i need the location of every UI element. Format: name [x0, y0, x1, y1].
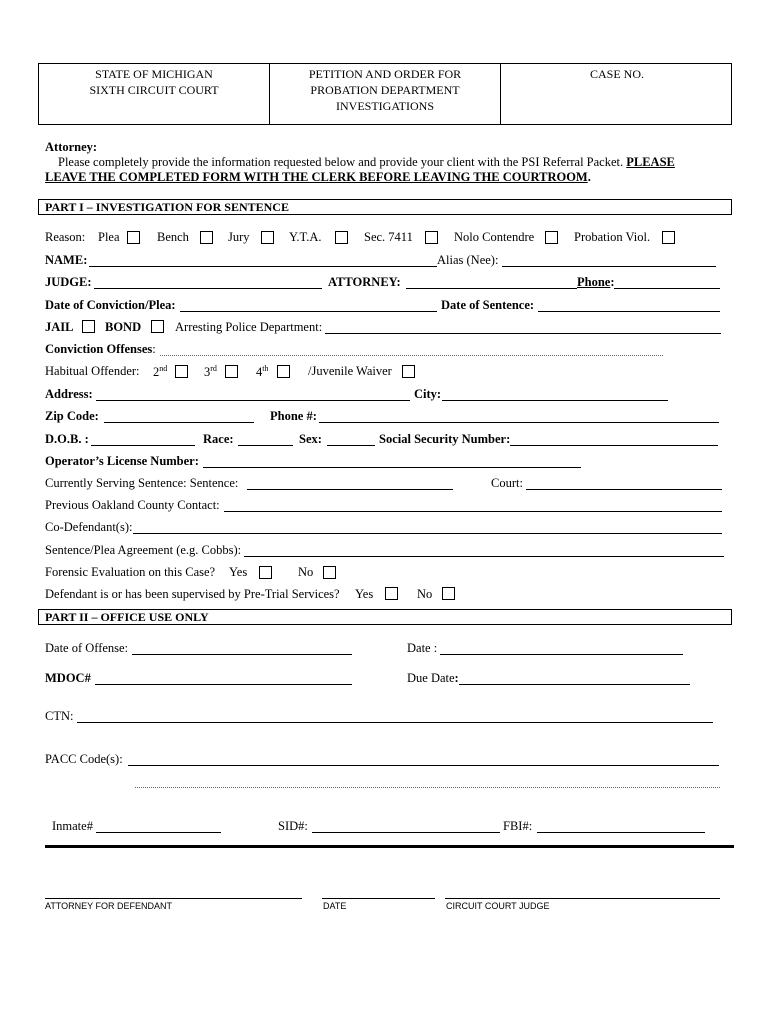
- inmate-label: Inmate#: [52, 819, 93, 833]
- zip-label: Zip Code:: [45, 409, 99, 423]
- part2-title: PART II – OFFICE USE ONLY: [38, 609, 732, 625]
- reason-sec7411-checkbox[interactable]: [425, 231, 438, 244]
- race-label: Race:: [203, 432, 234, 446]
- co-defendants-label: Co-Defendant(s):: [45, 520, 133, 534]
- forensic-no-checkbox[interactable]: [323, 566, 336, 579]
- forensic-yes-label: Yes: [229, 565, 248, 579]
- currently-serving-field[interactable]: [247, 489, 453, 490]
- juvenile-waiver-label: /Juvenile Waiver: [308, 364, 392, 378]
- case-no-label: CASE NO.: [589, 67, 644, 81]
- previous-contact-label: Previous Oakland County Contact:: [45, 498, 220, 512]
- forensic-label: Forensic Evaluation on this Case?: [45, 565, 216, 579]
- jail-label: JAIL: [45, 320, 74, 334]
- reason-label: Reason:: [45, 230, 86, 244]
- attorney-heading: Attorney:: [45, 140, 98, 154]
- form-title-cell: [270, 64, 501, 124]
- juvenile-waiver-checkbox[interactable]: [402, 365, 415, 378]
- forensic-yes-checkbox[interactable]: [259, 566, 272, 579]
- date-sentence-field[interactable]: [538, 311, 720, 312]
- ctn-field[interactable]: [77, 722, 713, 723]
- judge-field[interactable]: [94, 288, 322, 289]
- habitual-2nd-checkbox[interactable]: [175, 365, 188, 378]
- forensic-no-label: No: [298, 565, 314, 579]
- name-label: NAME:: [45, 253, 88, 267]
- phone-hash-label: Phone #:: [270, 409, 317, 423]
- attorney-label: ATTORNEY:: [328, 275, 401, 289]
- address-field[interactable]: [96, 400, 410, 401]
- reason-nolo-checkbox[interactable]: [545, 231, 558, 244]
- pretrial-label: Defendant is or has been supervised by Pre-Trial Services?: [45, 587, 340, 601]
- court-name-cell: [39, 64, 270, 124]
- date-conviction-label: Date of Conviction/Plea:: [45, 298, 176, 312]
- habitual-3rd-checkbox[interactable]: [225, 365, 238, 378]
- ssn-field[interactable]: [510, 445, 718, 446]
- date-field[interactable]: [440, 654, 683, 655]
- reason-probation-label: Probation Viol.: [574, 230, 651, 244]
- intro-text: Please completely provide the information requested below and provide your client with the PSI Referral Packet. PLEASE: [58, 155, 675, 169]
- pretrial-no-label: No: [417, 587, 433, 601]
- due-date-field[interactable]: [459, 684, 690, 685]
- judge-label: JUDGE:: [45, 275, 92, 289]
- reason-bench-label: Bench: [157, 230, 189, 244]
- title-line3: INVESTIGATIONS: [336, 99, 434, 113]
- pacc-field[interactable]: [128, 765, 719, 766]
- case-no-cell[interactable]: [501, 64, 733, 124]
- date-label: Date :: [407, 641, 438, 655]
- phone-field[interactable]: [614, 288, 720, 289]
- jail-checkbox[interactable]: [82, 320, 95, 333]
- judge-signature-label: CIRCUIT COURT JUDGE: [446, 901, 550, 911]
- currently-serving-label: Currently Serving Sentence: Sentence:: [45, 476, 239, 490]
- habitual-4th-label: 4th: [256, 364, 269, 380]
- dob-field[interactable]: [91, 445, 195, 446]
- court-line1: STATE OF MICHIGAN: [95, 67, 213, 81]
- court-label: Court:: [491, 476, 523, 490]
- reason-probation-checkbox[interactable]: [662, 231, 675, 244]
- attorney-field[interactable]: [406, 288, 577, 289]
- dob-label: D.O.B. :: [45, 432, 89, 446]
- reason-yta-checkbox[interactable]: [335, 231, 348, 244]
- sid-field[interactable]: [312, 832, 500, 833]
- intro-bold1: PLEASE: [626, 155, 675, 169]
- phone-hash-field[interactable]: [319, 422, 719, 423]
- arresting-field[interactable]: [325, 333, 721, 334]
- thick-divider: [45, 845, 734, 848]
- part1-title: PART I – INVESTIGATION FOR SENTENCE: [38, 199, 732, 215]
- due-date-label: Due Date:: [407, 671, 459, 685]
- reason-plea-checkbox[interactable]: [127, 231, 140, 244]
- city-field[interactable]: [442, 400, 668, 401]
- alias-field[interactable]: [502, 266, 716, 267]
- ssn-label: Social Security Number:: [379, 432, 511, 446]
- court-line2: SIXTH CIRCUIT COURT: [89, 83, 219, 97]
- city-label: City:: [414, 387, 442, 401]
- sex-label: Sex:: [299, 432, 322, 446]
- fbi-field[interactable]: [537, 832, 705, 833]
- title-line1: PETITION AND ORDER FOR: [308, 67, 462, 81]
- conviction-offenses-field[interactable]: [160, 355, 663, 356]
- bond-label: BOND: [105, 320, 142, 334]
- intro-bold-line: LEAVE THE COMPLETED FORM WITH THE CLERK BEFORE LEAVING THE COURTROOM.: [45, 170, 591, 184]
- bond-checkbox[interactable]: [151, 320, 164, 333]
- plea-agreement-label: Sentence/Plea Agreement (e.g. Cobbs):: [45, 543, 242, 557]
- operator-license-field[interactable]: [203, 467, 581, 468]
- signature-date-label: DATE: [323, 901, 347, 911]
- date-offense-label: Date of Offense:: [45, 641, 129, 655]
- pretrial-yes-checkbox[interactable]: [385, 587, 398, 600]
- header-box: [38, 63, 732, 125]
- attorney-signature-label: ATTORNEY FOR DEFENDANT: [45, 901, 173, 911]
- court-field[interactable]: [526, 489, 722, 490]
- reason-sec7411-label: Sec. 7411: [364, 230, 413, 244]
- plea-agreement-field[interactable]: [244, 556, 724, 557]
- address-label: Address:: [45, 387, 93, 401]
- previous-contact-field[interactable]: [224, 511, 722, 512]
- zip-field[interactable]: [104, 422, 254, 423]
- mdoc-field[interactable]: [95, 684, 352, 685]
- sid-label: SID#:: [278, 819, 308, 833]
- judge-signature-field[interactable]: [445, 898, 720, 899]
- reason-jury-checkbox[interactable]: [261, 231, 274, 244]
- reason-yta-label: Y.T.A.: [289, 230, 322, 244]
- pacc-field-2[interactable]: [135, 787, 720, 788]
- race-field[interactable]: [238, 445, 293, 446]
- attorney-signature-field[interactable]: [45, 898, 302, 899]
- sex-field[interactable]: [327, 445, 375, 446]
- name-field[interactable]: [89, 266, 437, 267]
- phone-label: Phone:: [577, 275, 615, 289]
- date-sentence-label: Date of Sentence:: [441, 298, 535, 312]
- reason-bench-checkbox[interactable]: [200, 231, 213, 244]
- operator-license-label: Operator’s License Number:: [45, 454, 199, 468]
- habitual-4th-checkbox[interactable]: [277, 365, 290, 378]
- habitual-label: Habitual Offender:: [45, 364, 140, 378]
- pacc-label: PACC Code(s):: [45, 752, 123, 766]
- co-defendants-field[interactable]: [133, 533, 722, 534]
- arresting-label: Arresting Police Department:: [175, 320, 323, 334]
- date-offense-field[interactable]: [132, 654, 352, 655]
- ctn-label: CTN:: [45, 709, 74, 723]
- alias-label: Alias (Nee):: [437, 253, 499, 267]
- fbi-label: FBI#:: [503, 819, 533, 833]
- title-line2: PROBATION DEPARTMENT: [310, 83, 460, 97]
- habitual-2nd-label: 2nd: [153, 364, 168, 380]
- mdoc-label: MDOC#: [45, 671, 91, 685]
- date-conviction-field[interactable]: [180, 311, 437, 312]
- pretrial-no-checkbox[interactable]: [442, 587, 455, 600]
- conviction-offenses-label: Conviction Offenses:: [45, 342, 156, 356]
- reason-plea-label: Plea: [98, 230, 120, 244]
- habitual-3rd-label: 3rd: [204, 364, 217, 380]
- reason-nolo-label: Nolo Contendre: [454, 230, 535, 244]
- inmate-field[interactable]: [96, 832, 221, 833]
- pretrial-yes-label: Yes: [355, 587, 374, 601]
- reason-jury-label: Jury: [228, 230, 250, 244]
- signature-date-field[interactable]: [322, 898, 435, 899]
